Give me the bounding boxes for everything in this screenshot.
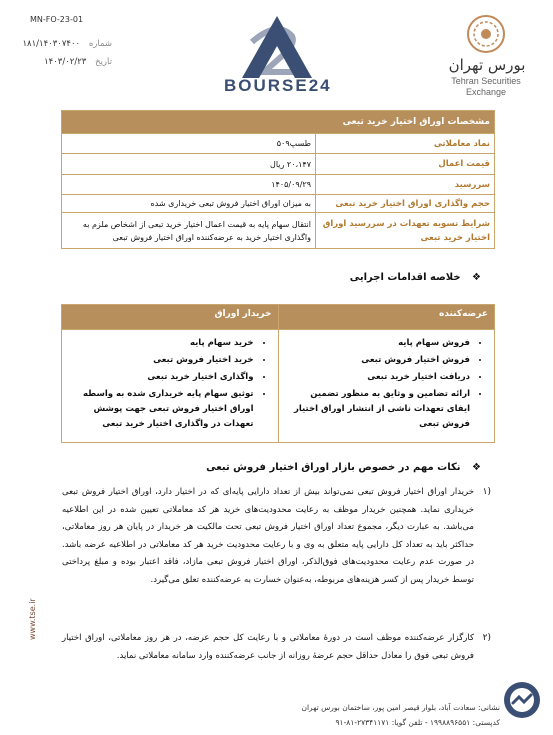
note-paragraph: کارگزار عرضه‌کننده موظف است در دورهٔ معاملاتی و با رعایت کل حجم عرضه، در هر روز معاملاتی، اوراق اختیار فروش تبعی فوق را معادل حداقل حجم عرضهٔ روزانه از جانب عرضه‌کننده وارد سامانه معاملاتی نماید. bbox=[62, 633, 474, 661]
col-buyer: خریدار اوراق bbox=[62, 305, 279, 330]
bullet-diamond-icon: ❖ bbox=[472, 462, 481, 473]
bourse24-badge-icon[interactable] bbox=[502, 680, 542, 720]
list-item: • ارائه تضامین و وثایق به منظور تضمین ایفای تعهدات ناشی از انتشار اوراق اختیار فروش تبعی bbox=[285, 387, 471, 432]
actions-heading bbox=[350, 272, 481, 283]
buyer-cell bbox=[62, 330, 279, 443]
supplier-list bbox=[285, 336, 489, 432]
spec-label: نماد معاملاتی bbox=[316, 134, 495, 154]
list-item: • خرید اختیار فروش تبعی bbox=[68, 353, 254, 368]
doc-number bbox=[22, 39, 112, 49]
doc-date bbox=[22, 57, 112, 67]
tse-name-en-2: Exchange bbox=[465, 87, 507, 97]
spec-value: به میزان اوراق اختیار فروش تبعی خریداری شده bbox=[62, 195, 316, 213]
actions-heading-text: خلاصه اقدامات اجرایی bbox=[349, 272, 461, 283]
spec-value: ۲۰،۱۴۷ ریال bbox=[62, 154, 316, 175]
tse-name-en-1: Tehran Securities bbox=[451, 76, 521, 86]
website-vertical: www.tse.ir bbox=[28, 598, 37, 640]
spec-value: ۱۴۰۵/۰۹/۲۹ bbox=[62, 175, 316, 195]
bullet-diamond-icon: ❖ bbox=[472, 272, 481, 283]
col-supplier: عرضه‌کننده bbox=[278, 305, 495, 330]
bourse24-mark-icon bbox=[222, 12, 332, 82]
footer-phones: کدپستی: ۱۹۹۸۸۹۶۵۵۱ - تلفن گویا: ۲۷۳۴۱۱۷۱-۸۱-۹۱ bbox=[335, 718, 500, 727]
note-number: ۱) bbox=[482, 487, 491, 497]
notes-heading bbox=[206, 462, 481, 473]
spec-label: سررسید bbox=[316, 175, 495, 195]
tse-name-fa: بورس تهران bbox=[448, 56, 526, 74]
list-item: • واگذاری اختیار خرید تبعی bbox=[68, 370, 254, 385]
supplier-cell bbox=[278, 330, 495, 443]
list-item: • فروش سهام پایه bbox=[285, 336, 471, 351]
spec-title: مشخصات اوراق اختیار خرید تبعی bbox=[62, 111, 495, 134]
spec-label: شرایط تسویه تعهدات در سررسید اوراق اختیار خرید تبعی bbox=[316, 213, 495, 249]
notes-heading-text: نکات مهم در خصوص بازار اوراق اختیار فروش تبعی bbox=[206, 462, 461, 473]
tse-logo bbox=[436, 14, 536, 104]
doc-code: MN-FO-23-01 bbox=[30, 15, 84, 24]
note-paragraph: خریدار اوراق اختیار فروش تبعی نمی‌تواند بیش از تعداد دارایی پایه‌ای که در اختیار دارد، اوراق اختیار فروش تبعی خریداری نماید. همچنین خریدار موظف به رعایت محدودیت‌های خرید هر کد معاملاتی تعیین شده در این اطلاعیه می‌باشد. به عبارت دیگر، مجموع تعداد اوراق اختیار فروش تبعی تحت مالکیت هر خریدار در پایان هر روز معاملاتی، حداکثر باید به تعداد کل دارایی پایه متعلق به وی و با رعایت محدودیت خرید هر کد معاملاتی در اطلاعیه عرضه باشد. در صورت عدم رعایت محدودیت‌های فوق‌الذکر، اوراق اختیار فروش تبعی مازاد، فاقد اعتبار بوده و مبلغ پرداختی توسط خریدار پس از کسر هزینه‌های مربوطه، به‌عنوان خسارت به عرضه‌کننده تعلق می‌گیرد. bbox=[62, 487, 474, 585]
list-item: • توثیق سهام پایه خریداری شده به واسطه اوراق اختیار فروش تبعی جهت پوشش تعهدات در واگذاری اختیار خرید تبعی bbox=[68, 387, 254, 432]
list-item: • فروش اختیار فروش تبعی bbox=[285, 353, 471, 368]
spec-table bbox=[61, 110, 495, 249]
list-item: • خرید سهام پایه bbox=[68, 336, 254, 351]
bourse24-logo bbox=[222, 12, 332, 100]
date-value: ۱۴۰۳/۰۲/۲۳ bbox=[44, 57, 87, 67]
spec-value: طسپ۵۰۹ bbox=[62, 134, 316, 154]
date-label: تاریخ bbox=[95, 57, 112, 67]
number-value: ۱۸۱/۱۴۰۳۰۷۴۰۰ bbox=[22, 39, 81, 49]
buyer-list bbox=[68, 336, 272, 432]
tse-emblem-icon bbox=[466, 14, 506, 54]
spec-value: انتقال سهام پایه به قیمت اعمال اختیار خرید تبعی از اشخاص ملزم به واگذاری اختیار خرید به عرضه‌کننده اوراق اختیار فروش تبعی bbox=[62, 213, 316, 249]
spec-label: قیمت اعمال bbox=[316, 154, 495, 175]
footer-address: نشانی: سعادت آباد، بلوار قیصر امین پور، ساختمان بورس تهران bbox=[301, 703, 500, 712]
actions-table bbox=[61, 304, 495, 443]
number-label: شماره bbox=[88, 39, 112, 49]
bourse24-text: BOURSE24 bbox=[224, 76, 332, 95]
spec-label: حجم واگذاری اوراق اختیار خرید تبعی bbox=[316, 195, 495, 213]
note-number: ۲) bbox=[482, 633, 491, 643]
list-item: • دریافت اختیار خرید تبعی bbox=[285, 370, 471, 385]
